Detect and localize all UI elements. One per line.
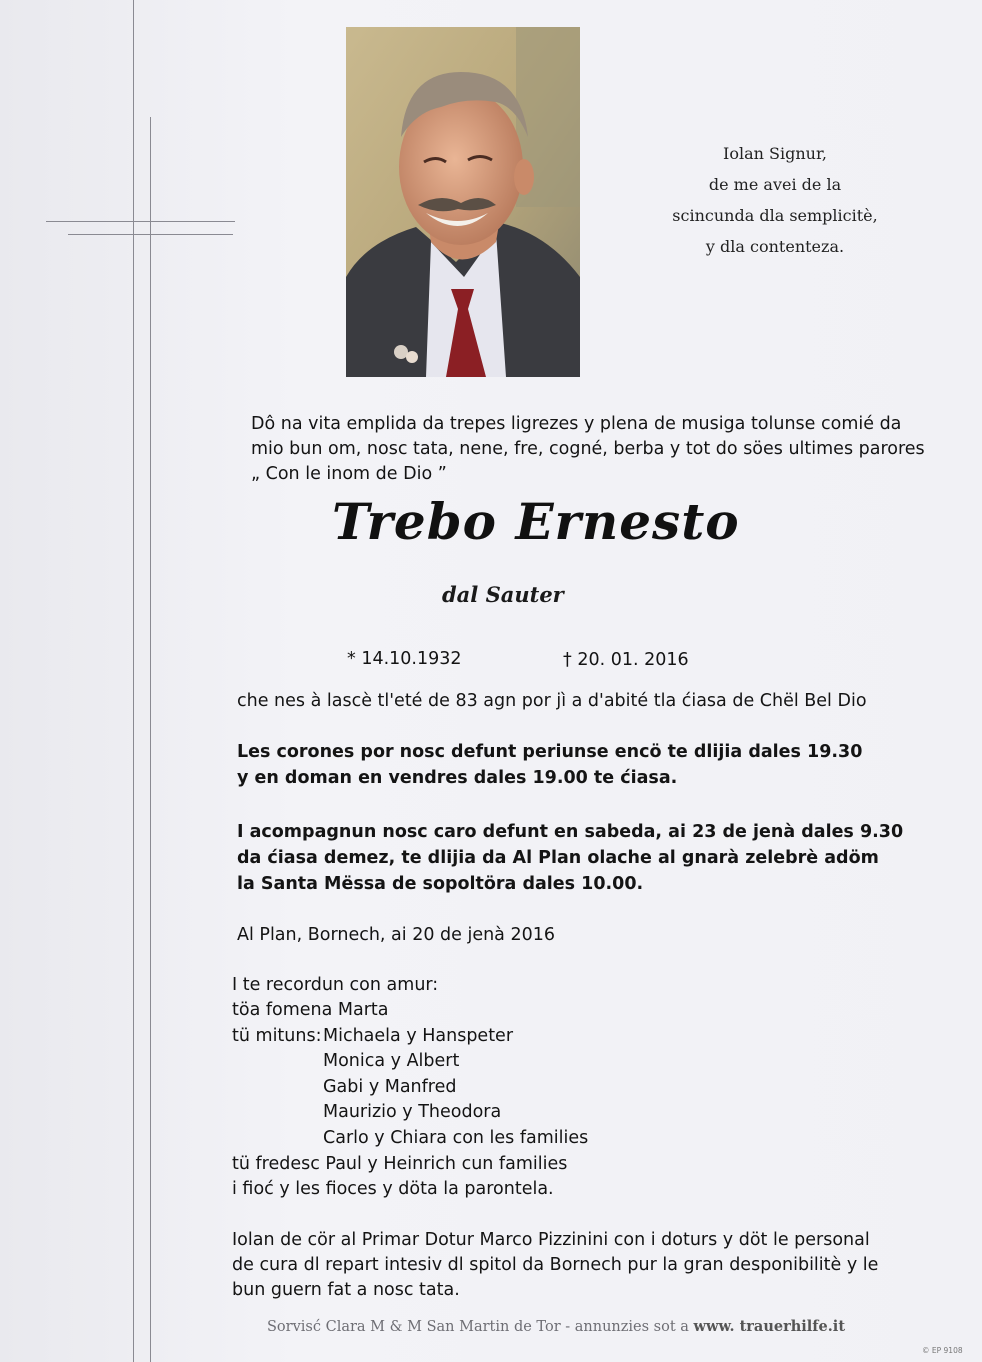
mourner-wife: töa fomena Marta [232, 1000, 389, 1020]
cross-horizontal-bar [46, 221, 235, 222]
footer [267, 1318, 845, 1335]
place-date: Al Plan, Bornech, ai 20 de jenà 2016 [237, 925, 556, 945]
deceased-name: Trebo Ernesto [332, 492, 740, 551]
child-entry: Monica y Albert [323, 1051, 460, 1071]
portrait-photo [346, 27, 580, 377]
poem-line: y dla contenteza. [705, 237, 845, 256]
footer-website: www. trauerhilfe.it [693, 1318, 846, 1335]
birth-date: * 14.10.1932 [347, 649, 462, 669]
funeral-line: da ćiasa demez, te dlijia da Al Plan olache al gnarà zelebrè adöm [237, 848, 879, 868]
poem [640, 138, 910, 262]
rosary-line: Les corones por nosc defunt periunse encö te dlijia dales 19.30 [237, 742, 863, 762]
poem-line: Iolan Signur, [723, 144, 827, 163]
death-date: † 20. 01. 2016 [563, 650, 689, 670]
poem-line: scincunda dla semplicitè, [672, 206, 878, 225]
deceased-nickname: dal Sauter [442, 582, 564, 607]
funeral-line: I acompagnun nosc caro defunt en sabeda, ai 23 de jenà dales 9.30 [237, 822, 904, 842]
intro-line: mio bun om, nosc tata, nene, fre, cogné, berba y tot do söes ultimes parores [251, 439, 925, 459]
thanks-line: bun guern fat a nosc tata. [232, 1280, 460, 1300]
poem-line: de me avei de la [708, 175, 842, 194]
footer-service: Sorvisć Clara M & M San Martin de Tor - annunzies sot a [267, 1319, 689, 1335]
thanks-line: Iolan de cör al Primar Dotur Marco Pizzinini con i doturs y döt le personal [232, 1230, 870, 1250]
mourner-siblings: tü fredesc Paul y Heinrich cun families [232, 1154, 568, 1174]
child-entry: Michaela y Hanspeter [323, 1026, 514, 1046]
cross-horizontal-bar-lower [68, 234, 233, 235]
left-border-line [133, 0, 134, 1362]
intro-line: „ Con le inom de Dio ” [251, 464, 447, 484]
child-entry: Carlo y Chiara con les families [323, 1128, 589, 1148]
cross-vertical-bar [150, 117, 151, 1362]
thanks-line: de cura dl repart intesiv dl spitol da Bornech pur la gran desponibilitè y le [232, 1255, 879, 1275]
rosary-line: y en doman en vendres dales 19.00 te ćiasa. [237, 768, 678, 788]
age-line: che nes à lascè tl'eté de 83 agn por jì a d'abité tla ćiasa de Chël Bel Dio [237, 691, 867, 711]
children-label: tü mituns: [232, 1026, 322, 1046]
mourner-grandchildren: i fioć y les fioces y döta la parontela. [232, 1179, 554, 1199]
intro-line: Dô na vita emplida da trepes ligrezes y plena de musiga tolunse comié da [251, 414, 902, 434]
document-code: © EP 9108 [922, 1346, 963, 1355]
child-entry: Gabi y Manfred [323, 1077, 457, 1097]
child-entry: Maurizio y Theodora [323, 1102, 502, 1122]
mourners-intro: I te recordun con amur: [232, 975, 439, 995]
funeral-line: la Santa Mëssa de sopoltöra dales 10.00. [237, 874, 644, 894]
